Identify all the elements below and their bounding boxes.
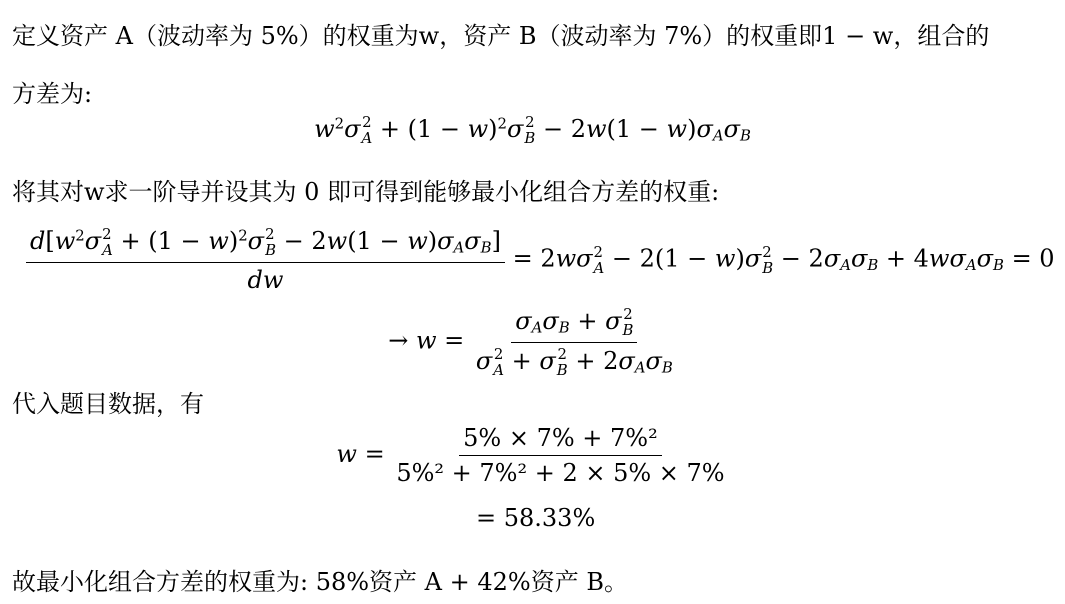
conclusion-text: 故最小化组合方差的权重为: 58%资产 A + 42%资产 B。 — [12, 568, 628, 596]
substitute-text — [12, 384, 204, 419]
conclusion — [12, 562, 628, 597]
numeric-equation: w = $\frac{\text{5\% × 7\% + 7\%²}}{\text{5\%² + 7\%² + 2 × 5\% × 7\%}}$ — [0, 424, 1065, 487]
numeric-denominator: 5%² + 7%² + 2 × 5% × 7% — [396, 459, 725, 487]
numeric-fraction — [392, 424, 728, 487]
numeric-numerator: 5% × 7% + 7%² — [459, 424, 662, 456]
derivative-equation: $d[w^2\sigma$ 2 A + $(1 - w)^2\sigma$ 2 B − $2w(1 - w)\sigma_A\sigma_B$] dw = 2wσ 2 A − 2(1 − w)σ 2 B − $2\sigma_A\sigma_B + 4w\sigma_A\sigma_B = 0$ — [26, 226, 1055, 294]
intro-text-1: 定义资产 A（波动率为 5%）的权重为w，资产 B（波动率为 7%）的权重即1 − w，组合的 — [12, 22, 990, 50]
step-text-content: 将其对w求一阶导并设其为 0 即可得到能够最小化组合方差的权重: — [12, 178, 720, 206]
intro-text-2: 方差为: — [12, 80, 93, 108]
intro-line-1 — [12, 16, 989, 51]
numeric-result-text: = 58.33% — [476, 504, 596, 532]
intro-line-2 — [12, 74, 92, 109]
variance-equation: $w^2\sigma$ 2 A + $(1 - w)^2\sigma$ 2 B − $2w(1 - w)\sigma_A\sigma_B$ — [314, 113, 751, 148]
substitute-text-content: 代入题目数据，有 — [12, 390, 204, 418]
solution-equation: → w = $\sigma_A\sigma_B + \sigma$ 2 B σ 2 A + σ 2 B + $2\sigma_A\sigma_B$ — [0, 306, 1065, 378]
numeric-result — [476, 504, 595, 532]
solution-fraction: $\sigma_A\sigma_B + \sigma$ 2 B σ 2 A + σ 2 B + $2\sigma_A\sigma_B$ — [475, 305, 673, 380]
step-text — [12, 172, 719, 207]
numeric-lhs: w — [336, 440, 357, 468]
derivative-fraction: $d[w^2\sigma$ 2 A + $(1 - w)^2\sigma$ 2 B − $2w(1 - w)\sigma_A\sigma_B$] dw — [26, 226, 505, 294]
